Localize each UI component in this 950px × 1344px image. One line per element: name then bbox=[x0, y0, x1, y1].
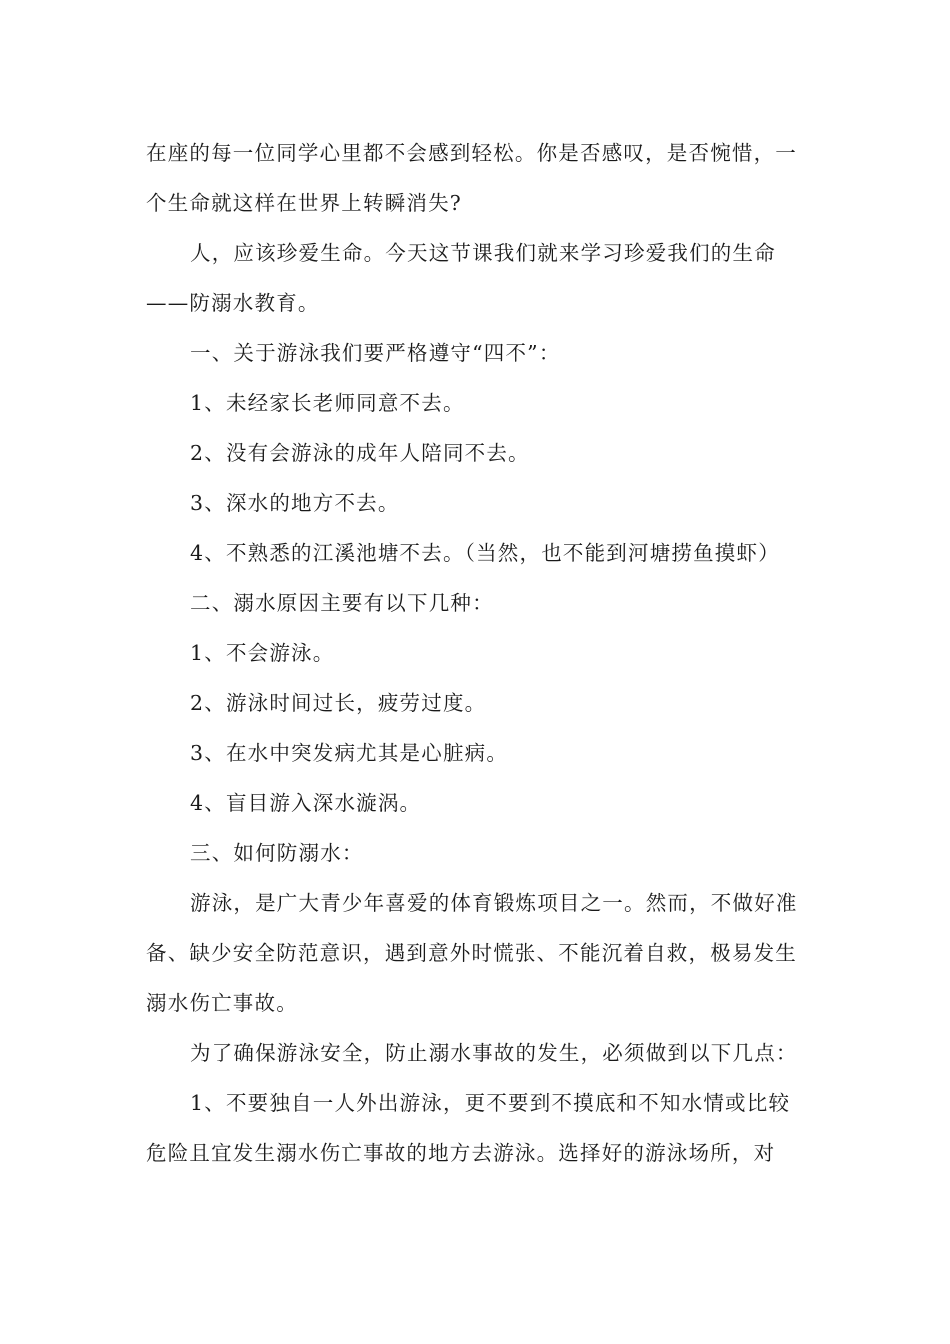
list-item-safety-1: 1、不要独自一人外出游泳，更不要到不摸底和不知水情或比较危险且宜发生溺水伤亡事故的地方去游泳。选择好的游泳场所，对 bbox=[146, 1091, 791, 1165]
list-item-cause-3: 3、在水中突发病尤其是心脏病。 bbox=[190, 741, 509, 765]
list-item-four-nots-3: 3、深水的地方不去。 bbox=[190, 491, 400, 515]
document-body bbox=[146, 128, 806, 1178]
heading-drowning-causes: 二、溺水原因主要有以下几种： bbox=[190, 591, 494, 615]
paragraph-safety-points: 为了确保游泳安全，防止溺水事故的发生，必须做到以下几点： bbox=[190, 1041, 798, 1065]
paragraph-continuation: 在座的每一位同学心里都不会感到轻松。你是否感叹，是否惋惜，一个生命就这样在世界上转瞬消失? bbox=[146, 141, 797, 215]
heading-prevention: 三、如何防溺水： bbox=[190, 841, 364, 865]
paragraph-swimming-intro: 游泳，是广大青少年喜爱的体育锻炼项目之一。然而，不做好准备、缺少安全防范意识，遇到意外时慌张、不能沉着自救，极易发生溺水伤亡事故。 bbox=[146, 891, 798, 1015]
list-item-cause-1: 1、不会游泳。 bbox=[190, 641, 335, 665]
list-item-cause-4: 4、盲目游入深水漩涡。 bbox=[190, 791, 422, 815]
paragraph-cherish-life: 人，应该珍爱生命。今天这节课我们就来学习珍爱我们的生命——防溺水教育。 bbox=[146, 241, 776, 315]
list-item-four-nots-2: 2、没有会游泳的成年人陪同不去。 bbox=[190, 441, 530, 465]
list-item-four-nots-4: 4、不熟悉的江溪池塘不去。（当然，也不能到河塘捞鱼摸虾） bbox=[190, 541, 780, 565]
list-item-cause-2: 2、游泳时间过长，疲劳过度。 bbox=[190, 691, 487, 715]
heading-four-nots: 一、关于游泳我们要严格遵守“四不”： bbox=[190, 341, 561, 365]
list-item-four-nots-1: 1、未经家长老师同意不去。 bbox=[190, 391, 465, 415]
